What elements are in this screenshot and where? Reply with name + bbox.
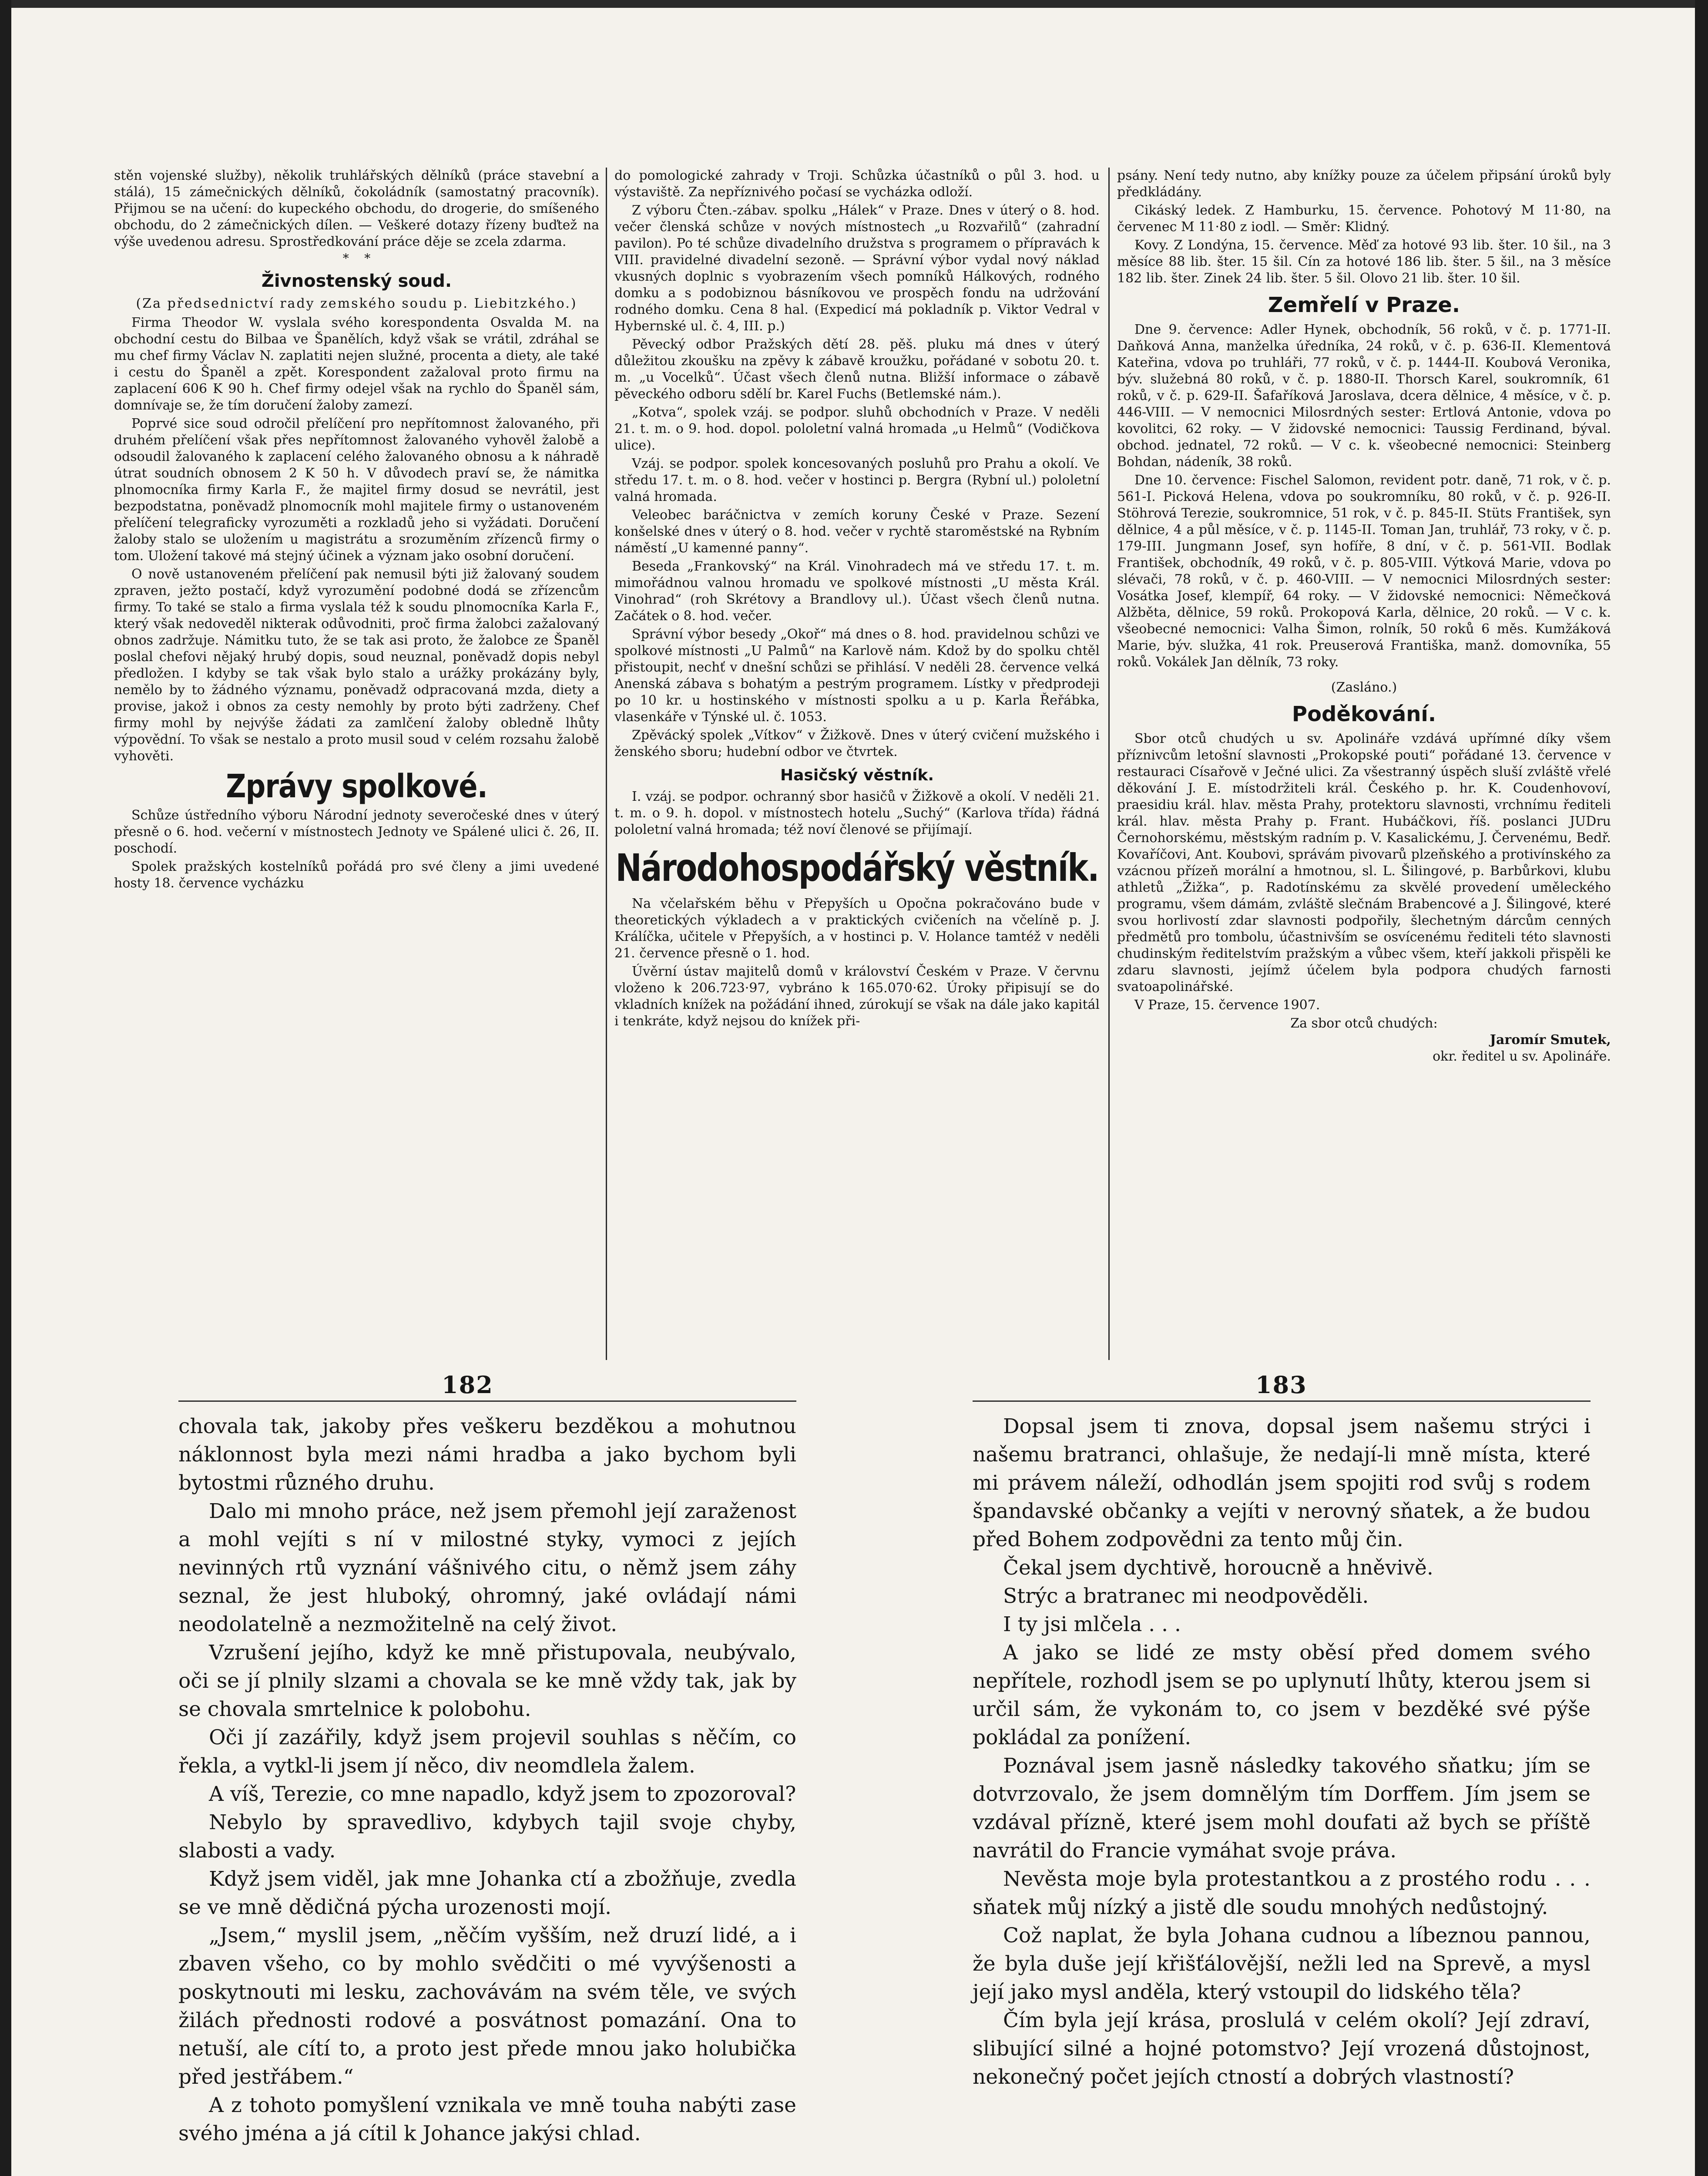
article-paragraph: do pomologické zahrady v Troji. Schůzka účastníků o půl 3. hod. u výstaviště. Za nepříznivého počasí se vycházka odloží.: [614, 168, 1100, 200]
article-paragraph: „Kotva“, spolek vzáj. se podpor. sluhů obchodních v Praze. V neděli 21. t. m. o 9. hod. dopol. pololetní valná hromada „u Helmů“ (Vodičkova ulice).: [614, 405, 1100, 453]
article-paragraph: Spolek pražských kostelníků pořádá pro své členy a jimi uvedené hosty 18. července vycházku: [114, 859, 599, 891]
article-paragraph: Veleobec baráčnictva v zemích koruny České v Praze. Sezení konšelské dnes v úterý o 8. hod. večer v rychtě staroměstské na Rybním náměstí „U kamenné panny“.: [614, 507, 1100, 556]
article-paragraph: Firma Theodor W. vyslala svého korespondenta Osvalda M. na obchodní cestu do Bilbaa ve Španělích, když však se vrátil, zdráhal se mu chef firmy Václav N. zaplatiti nejen služné, procenta a diety, ale také i cestu do Španěl a zpět. Korespondent zažaloval proto firmu na zaplacení 606 K 90 h. Chef firmy odejel však na rychlo do Španěl sám, domnívaje se, že tím doručení žaloby zamezí.: [114, 315, 599, 413]
article-paragraph: O nově ustanoveném přelíčení pak nemusil býti již žalovaný soudem zpraven, ježto postačí, když vyrozumění podobné dodá se zřízencům firmy. To také se stalo a firma vyslala též k soudu plnomocníka Karla F., který však nedoveděl nikterak odůvodniti, proč firma žalobci zažalovaný obnos zadržuje. Námitku tuto, že se tak asi proto, že žalobce ze Španěl poslal chefovi nějaký hrubý dopis, soud neuznal, poněvadž dopis nebyl předložen. I kdyby se tak však bylo stalo a urážky prokázány byly, nemělo by to žádného významu, poněvadž odpracovaná mzda, diety a provise, jakož i obnos za cesty nemohly by proto býti zadrženy. Chef firmy mohl by nejvýše žádati za zamlčení žaloby obledně lhůty výpovědní. To však se nestalo a proto musil soud v celém rozsahu žalobě vyhověti.: [114, 567, 599, 764]
section-heading-zivnostensky-soud: Živnostenský soud.: [261, 271, 452, 291]
scan-edge-left: [0, 0, 11, 2176]
zaslano-label: (Zasláno.): [1331, 680, 1397, 695]
column-rule: [1108, 168, 1110, 1360]
article-paragraph: Pěvecký odbor Pražských dětí 28. pěš. pluku má dnes v úterý důležitou zkoušku na zpěvy k zábavě kroužku, pořádané v sobotu 20. t. m. „u Vocelků“. Účast všech členů nutna. Bližší informace o zábavě pěveckého odboru sdělí br. Karel Fuchs (Betlemské nám.).: [614, 337, 1100, 402]
section-heading-hasicsky-vestnik: Hasičský věstník.: [780, 766, 934, 784]
signature-name: Jaromír Smutek,: [1490, 1032, 1611, 1048]
article-paragraph: Beseda „Frankovský“ na Král. Vinohradech má ve středu 17. t. m. mimořádnou valnou hromadu ve spolkové místnosti „U města Král. Vinohrad“ (roh Skrétovy a Brandlovy ul.). Účast všech členů nutna. Začátek o 8. hod. večer.: [614, 559, 1100, 624]
article-paragraph: Úvěrní ústav majitelů domů v království Českém v Praze. V červnu vloženo k 206.723·97, vybráno k 165.070·62. Úroky připisují se do vkladních knížek na požádání ihned, zúrokují se však na dále jako kapitál i tenkráte, když nejsou do knížek při-: [614, 964, 1100, 1029]
book-paragraph: Čekal jsem dychtivě, horoucně a hněvivě.: [1003, 1556, 1433, 1580]
signature-title: okr. ředitel u sv. Apolináře.: [1433, 1049, 1611, 1064]
article-paragraph: Dne 9. července: Adler Hynek, obchodník, 56 roků, v č. p. 1771-II. Daňková Anna, manželka úředníka, 24 roků, v č. p. 636-II. Klementová Kateřina, vdova po truhláři, 77 roků, v č. p. 1444-II. Koubová Veronika, býv. služebná 80 roků, v č. p. 1880-II. Thorsch Karel, soukromník, 61 roků, v č. p. 629-II. Šafaříková Jaroslava, dcera dělnice, 4 měsíce, v č. p. 446-VIII. — V nemocnici Milosrdných sester: Ertlová Antonie, vdova po kovolitci, 62 roky. — V židovské nemocnici: Taussig Ferdinand, býval. obchod. jednatel, 72 roků. — V c. k. všeobecné nemocnici: Steinberg Bohdan, nádeník, 38 roků.: [1117, 322, 1611, 470]
article-paragraph: Kovy. Z Londýna, 15. července. Měď za hotové 93 lib. šter. 10 šil., na 3 měsíce 88 lib. šter. 15 šil. Cín za hotové 186 lib. šter. 5 šil., na 3 měsíce 182 lib. šter. Zinek 24 lib. šter. 5 šil. Olovo 21 lib. šter. 10 šil.: [1117, 238, 1611, 286]
newspaper-column-2: [614, 168, 1100, 1360]
page-number-left: 182: [442, 1371, 493, 1399]
section-heading-zemreli: Zemřelí v Praze.: [1268, 293, 1460, 317]
book-paragraph: Vzrušení jejího, když ke mně přistupovala, neubývalo, oči se jí plnily slzami a chovala se ke mně vždy tak, jak by se chovala smrtelnice k polobohu.: [178, 1641, 796, 1721]
page-number-rule: [178, 1400, 796, 1402]
book-paragraph: Nebylo by spravedlivo, kdybych tajil svoje chyby, slabosti a vady.: [178, 1810, 796, 1863]
book-page-right: [973, 1412, 1591, 2091]
article-paragraph: Sbor otců chudých u sv. Apolináře vzdává upřímné díky všem příznivcům letošní slavnosti „Prokopské pouti“ pořádané 13. července v restauraci Císařově v Ječné ulici. Za všestranný úspěch sluší zvláště vřelé děkování J. E. místodržiteli král. Českého p. hr. K. Coudenhovoví, praesidiu král. hlav. města Prahy, protektoru slavnosti, vrchnímu řediteli král. hlav. města Prahy p. Frant. Hubáčkovi, říš. poslanci JUDru Černohorskému, městským radním p. V. Kasalickému, J. Červenému, Bedř. Kovaříčovi, Ant. Koubovi, správám pivovarů plzeňského a protivínského za vzácnou přízeň morální a hmotnou, sl. L. Šilingové, p. Barbůrkovi, klubu athletů „Žižka“, p. Radotínskému za skvělé provedení uměleckého programu, všem dámám, zvláště slečnám Brabencové a J. Šilingové, které svou horlivostí zdar slavnosti podpořily, šlechetným dárcům cenných předmětů pro tombolu, účastnivším se osvícenému řediteli této slavnosti chudinským ředitelstvím pražským a vůbec všem, kteří jakkoli přispěli ke zdaru slavnosti, jejímž účelem byla podpora chudých farnosti svatoapolinářské.: [1117, 731, 1611, 994]
article-paragraph: Dne 10. července: Fischel Salomon, revident potr. daně, 71 rok, v č. p. 561-I. Picková Helena, vdova po soukromníku, 80 roků, v č. p. 926-II. Stöhrová Terezie, soukromnice, 51 rok, v č. p. 845-II. Stüts František, syn dělnice, 4 a půl měsíce, v č. p. 1145-II. Toman Jan, truhlář, 73 roky, v č. p. 179-III. Jungmann Josef, syn hofíře, 8 dní, v č. p. 561-VII. Bodlak František, obchodník, 49 roků, v č. p. 805-VIII. Výtková Marie, vdova po slévači, 78 roků, v č. p. 460-VIII. — V nemocnici Milosrdných sester: Vosátka Josef, klempíř, 64 roky. — V židovské nemocnici: Němečková Alžběta, dělnice, 59 roků. Prokopová Karla, dělnice, 20 roků. — V c. k. všeobecné nemocnici: Valha Šimon, rolník, 50 roků 6 měs. Kumžáková Marie, býv. služka, 41 rok. Preuserová Františka, manž. domovníka, 55 roků. Vokálek Jan dělník, 73 roky.: [1117, 473, 1611, 670]
book-paragraph: „Jsem,“ myslil jsem, „něčím vyšším, než druzí lidé, a i zbaven všeho, co by mohlo svědčiti o mé vyvýšenosti a poskytnouti mi lesku, zachovávám na svém těle, ve svých žilách přednosti rodové a posvátnost pomazání. Ona to netuší, ale cítí to, a proto jest přede mnou jako holubička před jestřábem.“: [178, 1924, 796, 2089]
scan-edge-right: [1695, 0, 1708, 2176]
article-paragraph: psány. Není tedy nutno, aby knížky pouze za účelem připsání úroků byly předkládány.: [1117, 168, 1611, 200]
newspaper-column-3: [1117, 168, 1611, 1360]
book-page-left: [178, 1412, 796, 2148]
book-paragraph: A z tohoto pomyšlení vznikala ve mně touha nabýti zase svého jména a já cítil k Johance jakýsi chlad.: [178, 2093, 796, 2146]
book-paragraph: I ty jsi mlčela . . .: [1003, 1612, 1181, 1636]
book-paragraph: Oči jí zazářily, když jsem projevil souhlas s něčím, co řekla, a vytkl-li jsem jí něco, div neomdlela žalem.: [178, 1726, 796, 1778]
book-paragraph: Což naplat, že byla Johana cudnou a líbeznou pannou, že byla duše její křišťálovější, nežli led na Sprevě, a mysl její jako mysl anděla, který vstoupil do lidského těla?: [973, 1924, 1591, 2004]
article-paragraph: Vzáj. se podpor. spolek koncesovaných posluhů pro Prahu a okolí. Ve středu 17. t. m. o 8. hod. večer v hostinci p. Bergra (Rybní ul.) pololetní valná hromada.: [614, 456, 1100, 504]
article-paragraph: Schůze ústředního výboru Národní jednoty severočeské dnes v úterý přesně o 6. hod. večerní v místnostech Jednoty ve Spálené ulici č. 26, II. poschodí.: [114, 808, 599, 856]
column-rule: [606, 168, 607, 1360]
book-paragraph: Když jsem viděl, jak mne Johanka ctí a zbožňuje, zvedla se ve mně dědičná pýcha urozenosti mojí.: [178, 1867, 796, 1919]
book-paragraph: Čím byla její krása, proslulá v celém okolí? Její zdraví, slibující silné a hojné potomstvo? Její vrozená důstojnost, nekonečný počet jejích ctností a dobrých vlastností?: [973, 2008, 1591, 2089]
page-number-rule: [973, 1400, 1591, 1402]
newspaper-column-1: [114, 168, 599, 1360]
section-subheading: (Za předsednictví rady zemského soudu p. Liebitzkého.): [136, 296, 577, 311]
book-paragraph: Dopsal jsem ti znova, dopsal jsem našemu strýci i našemu bratranci, ohlašuje, že nedají-li mně místa, které mi právem náleží, odhodlán jsem spojiti rod svůj s rodem špandavské občanky a vejíti v nerovný sňatek, a že budou před Bohem zodpovědni za tento můj čin.: [973, 1414, 1591, 1551]
article-paragraph: Z výboru Čten.-zábav. spolku „Hálek“ v Praze. Dnes v úterý o 8. hod. večer členská schůze v nových místnostech „u Rozvařilů“ (zahradní pavilon). Po té schůze divadelního družstva s programem o přípravách k VIII. pravidelné divadelní sezoně. — Správní výbor vydal nový náklad vkusných doplnic s vyobrazením všech pomníků Hálkových, rodného domku a s podobiznou básníkovou ve prospěch fondu na udržování rodného domku. Cena 8 hal. (Expedicí má pokladník p. Viktor Vedral v Hybernské ul. č. 4, III. p.): [614, 203, 1100, 334]
separator: * *: [342, 251, 371, 265]
signature-block: [1117, 1015, 1611, 1065]
scan-edge-top: [0, 0, 1708, 8]
book-paragraph: A víš, Terezie, co mne napadlo, když jsem to zpozoroval?: [209, 1782, 796, 1806]
book-paragraph: Dalo mi mnoho práce, než jsem přemohl její zaraženost a mohl vejíti s ní v milostné styky, vymoci z jejích nevinných rtů vyznání vášnivého citu, o němž jsem záhy seznal, že jest hluboký, ohromný, jaké ovládají námi neodolatelně a nezmožitelně na celý život.: [178, 1499, 796, 1636]
article-paragraph: V Praze, 15. července 1907.: [1134, 997, 1320, 1013]
page-number-right: 183: [1255, 1371, 1307, 1399]
section-heading-podekovani: Poděkování.: [1292, 702, 1436, 726]
article-paragraph: Poprvé sice soud odročil přelíčení pro nepřítomnost žalovaného, při druhém přelíčení však přes nepřítomnost žalovaného vyhověl žalobě a odsoudil žalovaného k zaplacení celého žalovaného obnosu a k náhradě útrat soudních obnosem 2 K 50 h. V důvodech praví se, že námitka plnomocníka firmy Karla F., že majitel firmy dosud se nevrátil, jest bezpodstatna, poněvadž plnomocník mohl majitele firmy o ustanoveném přelíčení telegraficky vyrozuměti a rozkladů jeho si vyžádati. Doručení žaloby stalo se uložením u magistrátu a srozuměním zřízenců firmy o tom. Uložení takové má stejný účinek a význam jako osobní doručení.: [114, 416, 599, 564]
newspaper-section: [114, 168, 1611, 1360]
book-paragraph: Poznával jsem jasně následky takového sňatku; jím se dotvrzovalo, že jsem domnělým tím Dorffem. Jím jsem se vzdával přízně, které jsem mohl doufati až bych se příště navrátil do Francie vymáhat svoje práva.: [973, 1754, 1591, 1863]
article-paragraph: Zpěvácký spolek „Vítkov“ v Žižkově. Dnes v úterý cvičení mužského i ženského sboru; hudební odbor ve čtvrtek.: [614, 728, 1100, 759]
article-paragraph: Na včelařském běhu v Přepyších u Opočna pokračováno bude v theoretických výkladech a v praktických cvičeních na včelíně p. J. Králíčka, učitele v Přepyších, a v hostinci p. V. Holance tamtéž v neděli 21. července přesně o 1. hod.: [614, 896, 1100, 961]
signature-intro: Za sbor otců chudých:: [1290, 1016, 1438, 1031]
article-paragraph: I. vzáj. se podpor. ochranný sbor hasičů v Žižkově a okolí. V neděli 21. t. m. o 9. h. dopol. v místnostech hotelu „Suchý“ (Karlova třída) řádná pololetní valná hromada; též noví členové se přijímají.: [614, 789, 1100, 837]
article-paragraph: Správní výbor besedy „Okoř“ má dnes o 8. hod. pravidelnou schůzi ve spolkové místnosti „U Palmů“ na Karlově nám. Kdož by do spolku chtěl přistoupit, nechť v dnešní schůzi se přihlásí. V neděli 28. července velká Anenská zábava s bohatým a pestrým programem. Lístky v předprodeji po 10 kr. u hostinského v místnosti spolku a u p. Karla Řeřábka, vlasenkáře v Týnské ul. č. 1053.: [614, 627, 1100, 725]
article-paragraph: Cikáský ledek. Z Hamburku, 15. července. Pohotový M 11·80, na červenec M 11·80 z iodl. — Směr: Klidný.: [1117, 203, 1611, 235]
book-paragraph: Strýc a bratranec mi neodpověděli.: [1003, 1584, 1369, 1608]
lead-paragraph: stěn vojenské služby), několik truhlářských dělníků (práce stavební a stálá), 15 zámečnických dělníků, čokoládník (samostatný pracovník). Přijmou se na učení: do kupeckého obchodu, do drogerie, do smíšeného obchodu, do 2 zámečnických dílen. — Veškeré dotazy řízeny buďtež na výše uvedenou adresu. Sprostředkování práce děje se zcela zdarma.: [114, 168, 599, 249]
section-heading-zpravy-spolkove: Zprávy spolkové.: [226, 768, 487, 806]
section-heading-narodohospodarsky-vestnik: Národohospodářský věstník.: [615, 846, 1099, 890]
book-paragraph: Nevěsta moje byla protestantkou a z prostého rodu . . . sňatek můj nízký a jistě dle soudu mnohých nedůstojný.: [973, 1867, 1591, 1919]
book-paragraph: A jako se lidé ze msty oběsí před domem svého nepřítele, rozhodl jsem se po uplynutí lhůty, kterou jsem si určil sám, že vykonám to, co jsem v bezděké své pýše pokládal za ponížení.: [973, 1641, 1591, 1750]
book-paragraph: chovala tak, jakoby přes veškeru bezděkou a mohutnou náklonnost byla mezi námi hradba a jako bychom byli bytostmi různého druhu.: [178, 1414, 796, 1495]
